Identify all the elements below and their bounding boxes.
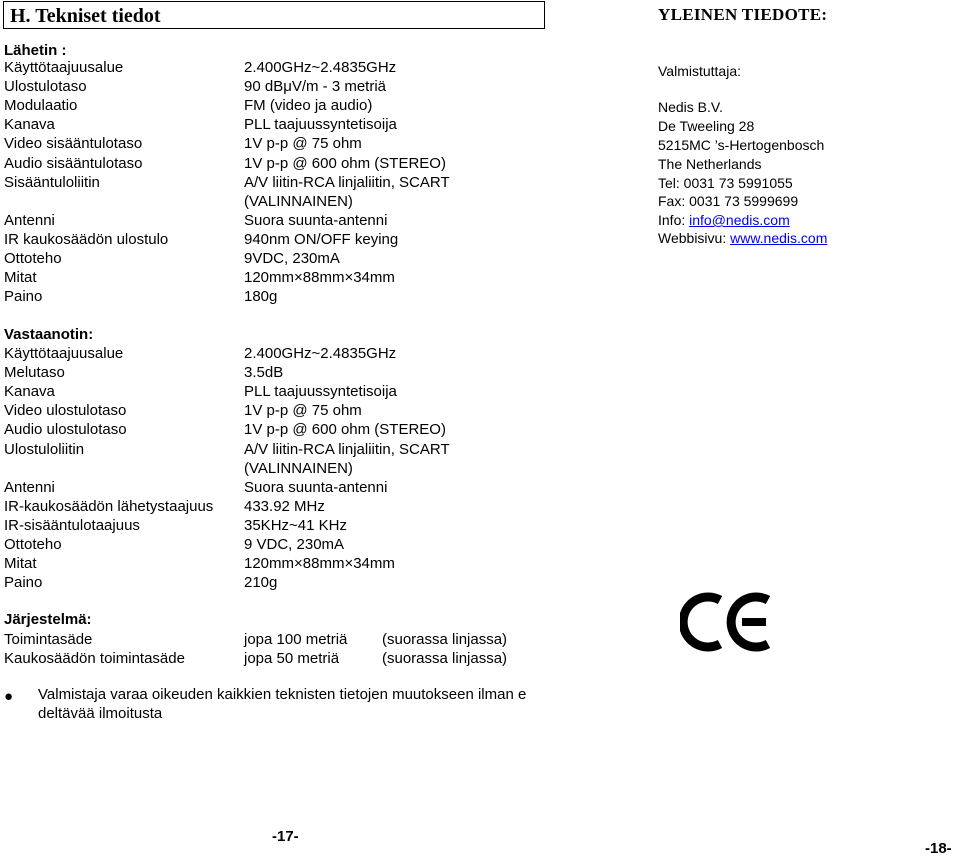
spec-label: IR kaukosäädön ulostulo [4,230,169,248]
fax-number: Fax: 0031 73 5999699 [658,193,799,209]
spec-label: Ottoteho [4,250,62,267]
spec-note: (suorassa linjassa) [382,631,508,648]
spec-label: Paino [4,288,43,306]
info-email-link[interactable]: info@nedis.com [689,212,790,228]
phone-number: Tel: 0031 73 5991055 [658,175,793,191]
ce-mark-icon [680,590,775,659]
spec-label: Ulostuloliitin [4,440,85,458]
spec-label: Ottoteho [4,536,62,553]
spec-value: Suora suunta-antenni [244,211,388,229]
disclaimer-note: Valmistaja varaa oikeuden kaikkien teknisten tietojen muutokseen ilman e deltävää ilmoitusta [38,686,527,722]
receiver-heading: Vastaanotin: [4,326,94,343]
spec-value: 120mm×88mm×34mm [244,555,395,573]
spec-label: Video sisääntulotaso [4,135,143,153]
spec-value: A/V liitin-RCA linjaliitin, SCART [244,173,450,191]
spec-value: 1V p-p @ 600 ohm (STEREO) [244,421,446,439]
spec-label: Antenni [4,478,55,496]
spec-label: Käyttötaajuusalue [4,59,124,76]
spec-label: Kaukosäädön toimintasäde [4,650,185,667]
bullet-icon: ● [4,688,14,705]
website-line [658,230,827,246]
manufacturer-label: Valmistuttaja: [658,63,741,79]
spec-value: 120mm×88mm×34mm [244,269,395,287]
sender-heading: Lähetin : [4,42,67,59]
spec-value: 9VDC, 230mA [244,250,340,267]
spec-value: 2.400GHz~2.4835GHz [244,345,397,362]
spec-label: Kanava [4,383,55,401]
page-number-right: -18- [925,840,952,857]
spec-label: Video ulostulotaso [4,402,127,420]
spec-value: (VALINNAINEN) [244,459,353,477]
spec-value: 1V p-p @ 75 ohm [244,402,362,420]
info-label: Info: [658,212,690,228]
spec-value: PLL taajuussyntetisoija [244,383,397,401]
spec-value: PLL taajuussyntetisoija [244,116,397,134]
ce-mark-graphic [680,590,775,654]
spec-value: A/V liitin-RCA linjaliitin, SCART [244,440,450,458]
city-address: 5215MC ’s-Hertogenbosch [658,137,825,153]
page-number-left: -17- [272,828,299,845]
spec-label: Mitat [4,269,37,287]
spec-label: Mitat [4,555,37,573]
spec-note: (suorassa linjassa) [382,650,508,667]
company-name: Nedis B.V. [658,99,723,115]
country: The Netherlands [658,156,762,172]
spec-value: 90 dBμV/m - 3 metriä [244,78,387,96]
spec-label: Audio ulostulotaso [4,421,127,439]
spec-label: Melutaso [4,364,65,382]
spec-label: Toimintasäde [4,631,93,648]
spec-label: Ulostulotaso [4,78,87,96]
spec-label: Kanava [4,116,55,134]
spec-value: 180g [244,288,278,306]
section-title: H. Tekniset tiedot [3,1,545,29]
spec-value: (VALINNAINEN) [244,192,353,210]
spec-label: Antenni [4,211,55,229]
spec-value: 2.400GHz~2.4835GHz [244,59,397,76]
system-heading: Järjestelmä: [4,611,92,628]
spec-value: FM (video ja audio) [244,97,373,115]
spec-label: Sisääntuloliitin [4,173,100,191]
street-address: De Tweeling 28 [658,118,755,134]
spec-value: 940nm ON/OFF keying [244,230,399,248]
info-line [658,212,790,228]
spec-label: Audio sisääntulotaso [4,154,143,172]
spec-value: 210g [244,574,278,592]
general-info-title: YLEINEN TIEDOTE: [658,5,828,24]
spec-value: Suora suunta-antenni [244,478,388,496]
spec-value: jopa 50 metriä [244,650,340,667]
spec-label: IR-kaukosäädön lähetystaajuus [4,497,214,515]
website-label: Webbisivu: [658,230,731,246]
website-link[interactable]: www.nedis.com [730,230,828,246]
spec-label: Modulaatio [4,97,78,115]
spec-value: 3.5dB [244,364,284,382]
spec-value: 9 VDC, 230mA [244,536,345,553]
spec-value: 35KHz~41 KHz [244,516,347,534]
spec-label: Paino [4,574,43,592]
spec-value: 433.92 MHz [244,497,325,515]
spec-label: Käyttötaajuusalue [4,345,124,362]
spec-value: 1V p-p @ 600 ohm (STEREO) [244,154,446,172]
spec-value: 1V p-p @ 75 ohm [244,135,362,153]
spec-value: jopa 100 metriä [244,631,348,648]
spec-label: IR-sisääntulotaajuus [4,516,140,534]
